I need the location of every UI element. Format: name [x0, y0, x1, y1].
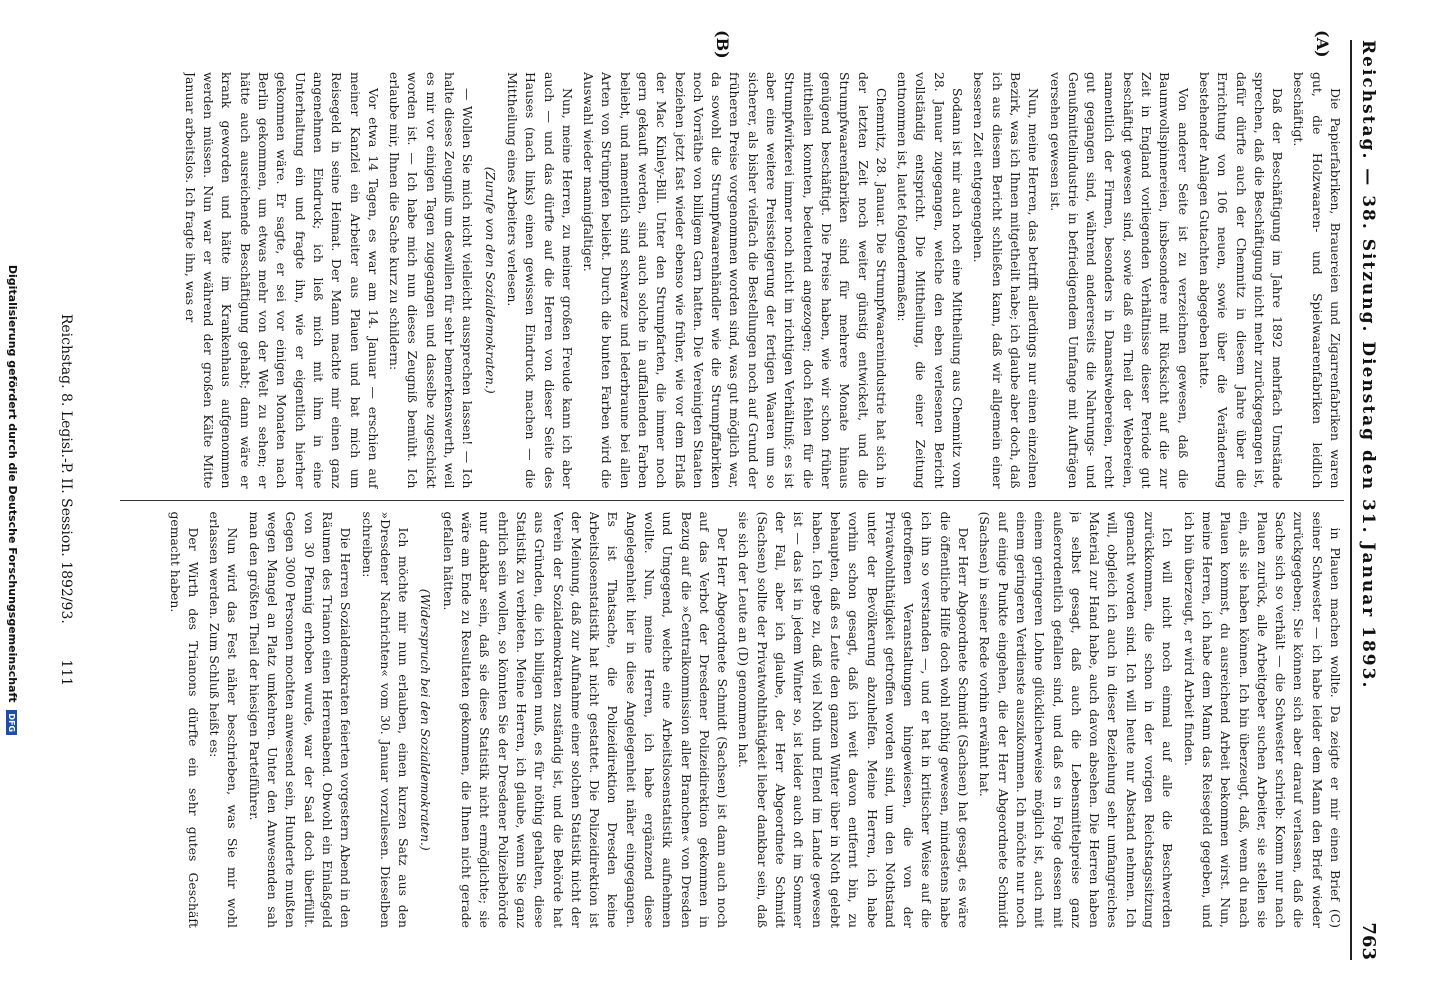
header-rule: [1350, 40, 1352, 960]
paragraph: Nun, meine Herren, zu meiner großen Freude kann ich aber auch — und das dürfte auf die Herren von dieser Seite des Hauses (nach links) einen gewissen Eindruck machen — die Mittheilung eines Arbeiters verlesen.: [504, 72, 575, 489]
digitization-notice: [6, 0, 19, 1000]
dfg-logo: DFG: [7, 710, 18, 735]
paragraph: (Widerspruch bei den Sozialdemokraten.): [418, 588, 434, 851]
right-column: [120, 512, 1344, 929]
paragraph: Der Herr Abgeordnete Schmidt (Sachsen) hat gesagt, es wäre die öffentliche Hilfe doch wohl nöthig gewesen, mindestens habe ich ihn so verstanden —, und er hat in kritischer Weise auf die getroffenen Veranstaltungen hingewiesen, die von der Privatwohlthätigkeit getroffen worden sind, um den Nothstand unter der Bevölkerung abzuhelfen. Meine Herren, ich habe vorhin schon gesagt, daß ich weit davon entfernt bin, zu behaupten, daß es Leute den ganzen Winter über in Noth gelebt haben. Ich gebe zu, daß viel Noth und Elend im Lande gewesen ist — das ist in jedem Winter so, ist leider auch oft im Sommer der Fall, aber ich glaube, der Herr Abgeordnete Schmidt (Sachsen) sollte der Privatwohlthätigkeit lieber dankbar sein, daß sie sich der Leute an (D) genommen hat.: [736, 511, 972, 928]
paragraph: Vor etwa 14 Tagen, es war am 14. Januar — erschien auf meiner Kanzlei ein Arbeiter aus Plauen und bat mich um Reisegeld in seine Heimat. Der Mann machte mir einen ganz angenehmen Eindruck; ich ließ mich mit ihm in eine Unterhaltung ein und fragte ihn, wie er eigentlich hierher gekommen wäre. Er sagte, er sei vor einigen Monaten nach Berlin gekommen, um etwas mehr von der Welt zu sehen; er hätte auch ausreichende Beschäftigung gehabt; dann wäre er krank geworden und hätte im Krankenhaus aufgenommen werden müssen. Nun war er während der großen Kälte Mitte Januar arbeitslos. Ich fragte ihn, was er: [182, 72, 381, 489]
footer: [58, 0, 74, 1000]
paragraph: Der Wirth des Trianons dürfte ein sehr gutes Geschäft gemacht haben.: [167, 511, 201, 928]
paragraph: Der Herr Abgeordnete Schmidt (Sachsen) ist dann auch noch auf das Verbot der Dresdener Polizeidirektion gekommen in Bezug auf die »Centralkommission aller Branchen« von Dresden und Umgegend, welche eine Arbeitslosenstatistik aufnehmen wollte. Nun, meine Herren, ich habe ergänzend diese Angelegenheit hier in diese Angelegenheit näher eingegangen. Es ist Thatsache, die Polizeidirektion Dresden keine Arbeitslosenstatistik hat nicht gestattet. Die Polizeidirektion ist der Meinung, daß zur Aufnahme einer solchen Statistik nicht der Verein der Sozialdemokraten zuständig ist, und die Behörde hat aus Gründen, die ich billigen muß, es für nöthig gehalten, diese Statistik zu verbieten. Meine Herren, ich glaube, wenn Sie ganz ehrlich sein wollen, so könnten Sie der Dresdener Polizeibehörde nur dankbar sein, daß sie diese Statistik nicht ermöglichte; sie wäre am Ende zu Resultaten gekommen, die Ihnen nicht gerade gefallen hätten.: [440, 511, 731, 928]
margin-mark-a: (A): [1313, 30, 1332, 58]
paragraph: Nun, meine Herren, das betrifft allerdings nur einen einzelnen Bezirk, was ich Ihnen mitgetheilt habe; ich glaube aber doch, daß ich aus diesem Bericht schließen kann, daß wir allgemein einer besseren Zeit entgegengehen.: [971, 72, 1042, 489]
page-number: 763: [1358, 922, 1379, 960]
session-heading: Reichstag. — 38. Sitzung. Dienstag den 31. Januar 1893.: [1358, 40, 1378, 690]
paragraph: in Plauen machen wollte. Da zeigte er mir einen Brief (C) seiner Schwester — ich habe leider dem Mann den Brief wieder zurückgegeben; Sie können sich aber darauf verlassen, daß die Sache sich so verhält — die Schwester schrieb: Komm nur nach Plauen zurück, alle Arbeitgeber suchen Arbeiter, sie stellen sie ein, als sie haben können. Ich bin überzeugt, daß, wenn du nach Plauen kommst, du ausreichend Arbeit bekommen wirst. Nun, meine Herren, ich habe dem Mann das Reisegeld gegeben, und ich bin überzeugt, er wird Arbeit finden.: [1181, 511, 1343, 928]
source-line: Digitalisierung gefördert durch die Deutsche Forschungsgemeinschaft: [6, 264, 19, 703]
paragraph: Nun wird das Fest näher beschrieben, was Sie mir wohl erlassen werden. Zum Schluß heißt es:: [207, 511, 241, 928]
paragraph: (Zurufe von den Sozialdemokraten.): [482, 166, 498, 394]
paragraph: — Wollen Sie mich nicht vielleicht aussprechen lassen! — Ich halte dieses Zeugniß um deswillen für sehr bemerkenswerth, weil es mir vor einigen Tagen zugegangen und dasselbe zugeschickt worden ist. — Ich habe mich nun dieses Zeugniß bemüht. Ich erlaube mir, Ihnen die Sache kurz zu schildern:: [387, 72, 476, 489]
paragraph: Ich will nicht noch einmal auf alle die Beschwerden zurückkommen, die schon in der vorigen Reichstagssitzung gemacht worden sind. Ich will heute nur Abstand nehmen. Ich will, obgleich ich auch in dieser Beziehung sehr umfangreiches Material zur Hand habe, auch davon absehen. Die Herren haben ja selbst gesagt, daß auch die Lebensmittelpreise ganz außerordentlich gefallen sind, und daß es in Folge dessen mit einem geringeren Lohne glücklicherweise möglich ist, auch mit einem geringeren Verdienste auszukommen. Ich möchte nur noch auf einige Punkte eingehen, die der Herr Abgeordnete Schmidt (Sachsen) in seiner Rede vorhin erwähnt hat.: [977, 511, 1176, 928]
paragraph: Sodann ist mir auch noch eine Mittheilung aus Chemnitz vom 28. Januar zugegangen, welche den eben verlesenen Bericht vollständig entspricht. Die Mittheilung, die einer Zeitung entnommen ist, lautet folgendermaßen:: [895, 72, 966, 489]
sheet-number: 111: [58, 659, 74, 687]
left-column: [120, 72, 1344, 489]
margin-mark-b: (B): [713, 30, 732, 59]
paragraph: Daß der Beschäftigung im Jahre 1892 mehrfach Umstände sprechen, daß die Beschäftigung nicht mehr zurückgegangen ist, dafür dürfte auch der Chemnitz in diesem Jahre über die Errichtung von 106 neuen, sowie über die Veränderung bestehender Anlagen Gutachten abgegeben hatte.: [1196, 72, 1286, 489]
page-header: [1358, 40, 1398, 960]
paragraph: Ich möchte mir nun erlauben, einen kurzen Satz aus den »Dresdener Nachrichten« vom 30. Januar vorzulesen. Dieselben schreiben:: [359, 511, 412, 928]
paragraph: Die Papierfabriken, Brauereien und Zigarrenfabriken waren gut, die Holzwaaren- und Spielwaarenfabriken leidlich beschäftigt.: [1291, 72, 1343, 489]
footer-signature: Reichstag. 8. Legisl.-P. II. Session. 1892/93.: [58, 313, 74, 624]
paragraph: Chemnitz, 28. Januar. Die Strumpfwaarenindustrie hat sich in der letzten Zeit noch weiter günstig entwickelt, und die Strumpfwaarenfabriken sind für mehrere Monate hinaus genügend beschäftigt. Die Preise haben, wie wir schon früher mittheilen konnten, bedeutend angezogen; doch fehlen für die Strumpfwirkerei immer noch nicht im richtigen Verhältniß; es ist aber eine weitere Preissteigerung der fertigen Waaren um so sicherer, als bisher vielfach die Bestellungen noch auf Grund der früheren Preise vorgenommen worden sind, was gut möglich war, da sowohl die Strumpfwaarenhändler wie die Strumpffabriken noch Vorräthe von billigem Garn hatten. Die Vereinigten Staaten beziehen jetzt fast wieder ebenso wie früher, wie vor dem Erlaß der Mac Kinley-Bill. Unter den Strumpfarten, die immer noch gern gekauft werden, sind auch solche in auffallenden Farben beliebt, und namentlich sind schwarze und lederbraune bei allen Arten von Strümpfen beliebt. Durch die bunten Farben wird die Auswahl wieder mannigfaltiger.: [581, 72, 889, 489]
column-divider: [120, 500, 1344, 501]
text-columns: [120, 72, 1344, 928]
paragraph: Von anderer Seite ist zu verzeichnen gewesen, daß die Baumwollspinnereien, insbesondere mit Rücksicht auf die zur Zeit in England vorliegenden Verhältnisse dieser Periode gut beschäftigt gewesen sind, sowie daß ein Theil der Webereien, namentlich der Firmen, besonders in Damastwebereien, recht gut gegangen sind, während andererseits die Nahrungs- und Genußmittelindustrie in befriedigendem Umfange mit Aufträgen versehen gewesen ist.: [1047, 72, 1191, 489]
paragraph: Die Herren Sozialdemokraten feierten vorgestern Abend in den Räumen des Trianon einen Herrenabend. Obwohl ein Einlaßgeld von 30 Pfennig erhoben wurde, war der Saal doch überfüllt. Gegen 3000 Personen mochten anwesend sein, Hunderte mußten wegen Mangel an Platz umkehren. Unter den Anwesenden sah man den größten Theil der hiesigen Parteiführer.: [246, 511, 354, 928]
